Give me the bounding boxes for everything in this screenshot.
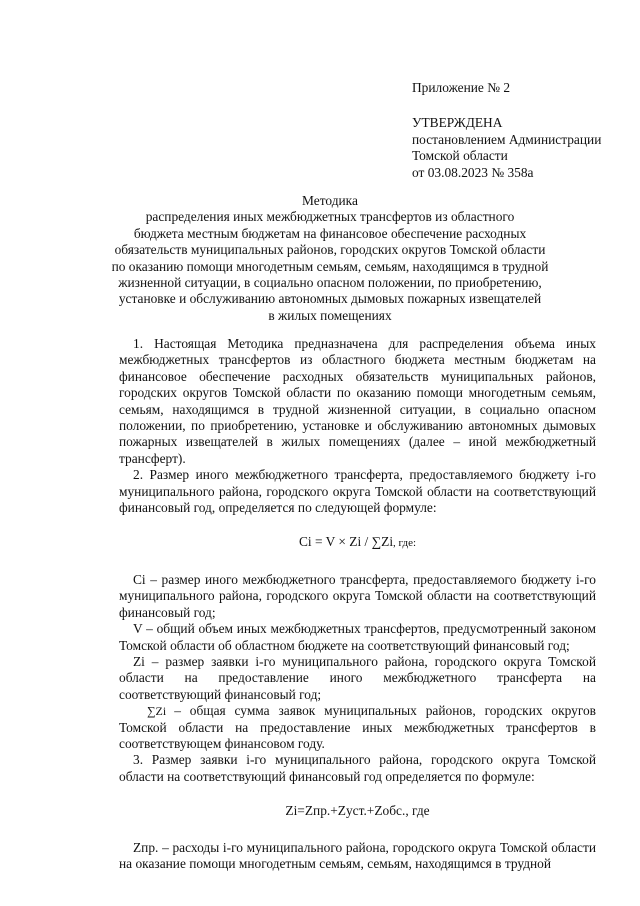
paragraph-2: 2. Размер иного межбюджетного трансферта, предоставляемого бюджету i-го муниципального района, городского округа Томской области на соответствующий финансовый год, определяется по следующей формуле: [119,467,596,516]
formula-zi: Zi=Zпр.+Zуст.+Zобс., где [285,803,430,819]
document-body [119,336,596,872]
title-line: жизненной ситуации, в социально опасном положении, по приобретению, [118,275,542,291]
definition-ci: Ci – размер иного межбюджетного трансферта, предоставляемого бюджету i-го муниципального района, городского округа Томской области на соответствующий финансовый год; [119,571,596,620]
formula-ci-main: Ci = V × Zi / ∑Zi [298,534,394,550]
title-line: бюджета местным бюджетам на финансовое обеспечение расходных [133,225,527,241]
approval-date: от 03.08.2023 № 358а [412,164,534,180]
title-line: по оказанию помощи многодетным семьям, семьям, находящимся в трудной [111,258,549,274]
title-line: Методика [302,193,358,208]
approval-block [412,80,622,181]
title-line: обязательств муниципальных районов, городских округов Томской области [114,242,546,258]
approval-line-2: Томской области [412,148,508,164]
appendix-label: Приложение № 2 [412,80,511,95]
sum-zi-symbol: ∑Zi [147,704,167,719]
title-line: установке и обслуживанию автономных дымовых пожарных извещателей [118,291,542,307]
approved-label: УТВЕРЖДЕНА [412,115,503,131]
definition-sum-zi [119,703,596,752]
definition-sum-zi-text: – общая сумма заявок муниципальных районов, городских округов Томской области на предоставление иных межбюджетных трансфертов в соответствующем финансовом году. [119,703,596,751]
formula-ci [119,534,596,551]
definition-zi: Zi – размер заявки i-го муниципального района, городского округа Томской области на предоставление иного межбюджетного трансферта на соответствующий финансовый год; [119,653,596,702]
definition-zpr: Zпр. – расходы i-го муниципального района, городского округа Томской области на оказание помощи многодетным семьям, семьям, находящимся в трудной [119,839,596,871]
formula-ci-tail: , где: [393,537,417,550]
title-line: распределения иных межбюджетных трансфертов из областного [145,209,515,225]
paragraph-3: 3. Размер заявки i-го муниципального района, городского округа Томской области на соответствующий финансовый год определяется по формуле: [119,752,596,784]
definition-v: V – общий объем иных межбюджетных трансфертов, предусмотренный законом Томской области об областном бюджете на соответствующий финансовый год; [119,621,596,653]
document-title [100,193,560,324]
paragraph-1: 1. Настоящая Методика предназначена для распределения объема иных межбюджетных трансфертов из областного бюджета местным бюджетам на финансовое обеспечение расходных обязательств муниципальных районов, городских округов Томской области по оказанию помощи многодетным семьям, семьям, находящимся в трудной жизненной ситуации, в социально опасном положении, по приобретению, установке и обслуживанию автономных дымовых пожарных извещателей в жилых помещениях (далее – иной межбюджетный трансферт). [119,336,596,466]
approval-line-1: постановлением Администрации [412,131,602,147]
title-line: в жилых помещениях [268,307,392,323]
